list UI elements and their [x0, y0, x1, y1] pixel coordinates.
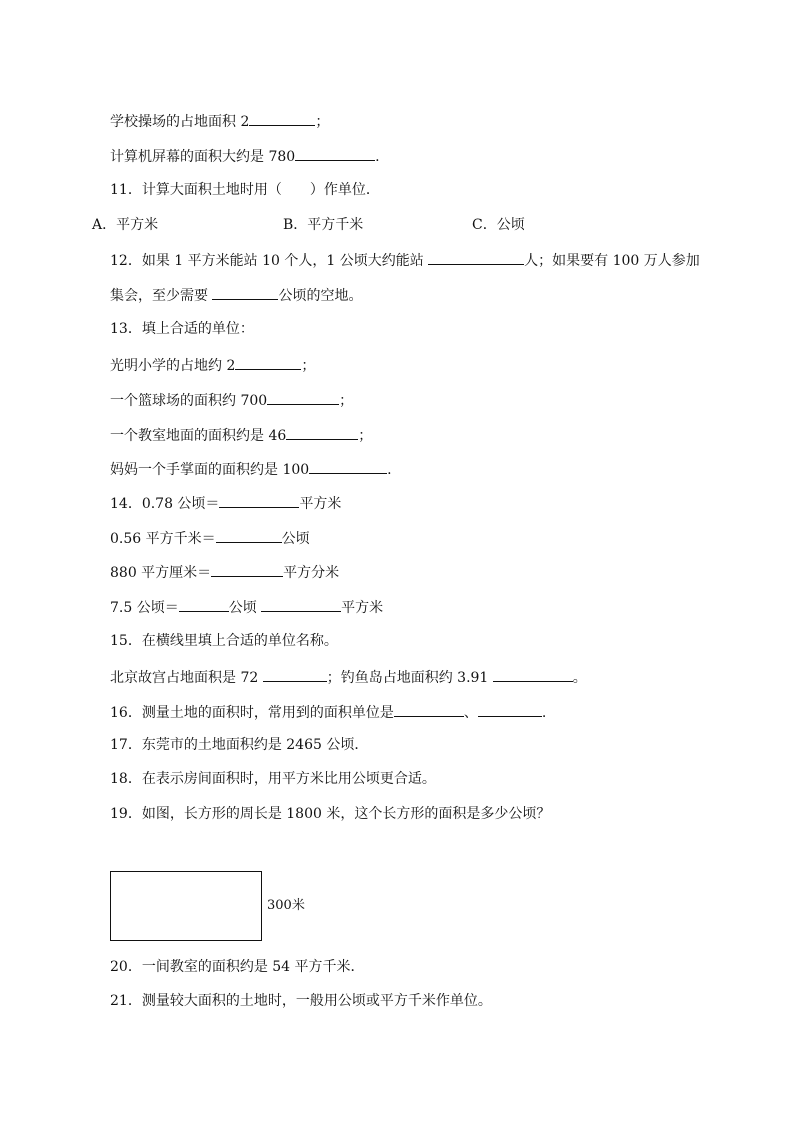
- line-13c-suffix: ；: [358, 428, 373, 444]
- question-19: 19．如图，长方形的周长是 1800 米，这个长方形的面积是多少公顷？: [110, 806, 551, 822]
- answer-blank[interactable]: [478, 702, 542, 717]
- answer-blank[interactable]: [211, 562, 283, 577]
- answer-blank[interactable]: [286, 425, 358, 440]
- line-1-text: 学校操场的占地面积 2: [110, 114, 250, 130]
- line-14d: [110, 597, 383, 617]
- line-14b-text: 0.56 平方千米＝: [110, 531, 216, 547]
- answer-blank[interactable]: [216, 528, 282, 543]
- line-1: [110, 111, 329, 131]
- question-14-text: 14．0.78 公顷＝: [110, 496, 220, 512]
- line-2-suffix: .: [375, 149, 380, 165]
- question-16-mid: 、: [463, 705, 478, 721]
- answer-blank[interactable]: [493, 667, 573, 682]
- question-17: 17．东莞市的土地面积约是 2465 公顷．: [110, 737, 369, 753]
- line-15a-mid: ；钓鱼岛占地面积约 3.91: [326, 670, 493, 686]
- answer-blank[interactable]: [219, 493, 299, 508]
- question-18: 18．在表示房间面积时，用平方米比用公顷更合适。: [110, 771, 436, 787]
- answer-blank[interactable]: [235, 355, 301, 370]
- line-15a-suffix: 。: [572, 670, 587, 686]
- line-13d: [110, 459, 392, 479]
- answer-blank[interactable]: [309, 459, 387, 474]
- question-12-text: 12．如果 1 平方米能站 10 个人，1 公顷大约能站: [110, 253, 429, 269]
- rectangle-figure: [110, 871, 262, 941]
- question-13: 13．填上合适的单位：: [110, 321, 254, 337]
- question-12-cont-text: 集会，至少需要: [110, 288, 213, 304]
- answer-blank[interactable]: [267, 390, 339, 405]
- question-14-suffix: 平方米: [299, 496, 342, 512]
- answer-blank[interactable]: [394, 702, 464, 717]
- line-14b-suffix: 公顷: [281, 531, 310, 547]
- question-16-suffix: .: [541, 705, 547, 721]
- answer-blank[interactable]: [179, 597, 229, 612]
- answer-blank[interactable]: [212, 285, 278, 300]
- line-14b: [110, 528, 310, 548]
- line-14d-text: 7.5 公顷＝: [110, 600, 179, 616]
- line-13c: [110, 425, 372, 445]
- rectangle-width-label: 300米: [267, 898, 305, 913]
- answer-blank[interactable]: [263, 667, 327, 682]
- answer-blank[interactable]: [249, 111, 315, 126]
- line-13a: [110, 355, 315, 375]
- line-14c: [110, 562, 339, 582]
- question-12-cont: [110, 285, 362, 305]
- line-2-text: 计算机屏幕的面积大约是 780: [110, 149, 296, 165]
- line-15a: [110, 667, 587, 687]
- line-1-suffix: ；: [315, 114, 330, 130]
- question-16: [110, 702, 546, 722]
- option-b[interactable]: B．平方千米: [283, 217, 364, 233]
- question-12-cont-suffix: 公顷的空地。: [278, 288, 363, 304]
- answer-blank[interactable]: [428, 250, 524, 265]
- line-13c-text: 一个教室地面的面积约是 46: [110, 428, 287, 444]
- line-14c-text: 880 平方厘米＝: [110, 565, 212, 581]
- line-13a-text: 光明小学的占地约 2: [110, 358, 236, 374]
- line-13b-text: 一个篮球场的面积约 700: [110, 393, 268, 409]
- line-14c-suffix: 平方分米: [283, 565, 340, 581]
- option-c[interactable]: C．公顷: [472, 217, 525, 233]
- line-13a-suffix: ；: [301, 358, 316, 374]
- line-13d-text: 妈妈一个手掌面的面积约是 100: [110, 462, 310, 478]
- question-15: 15．在横线里填上合适的单位名称。: [110, 633, 338, 649]
- question-11: 11．计算大面积土地时用（ ）作单位．: [110, 182, 380, 198]
- answer-blank[interactable]: [261, 597, 341, 612]
- option-a[interactable]: A．平方米: [92, 217, 159, 233]
- line-14d-suffix: 平方米: [341, 600, 384, 616]
- line-14d-mid: 公顷: [228, 600, 262, 616]
- line-2: [110, 146, 380, 166]
- line-13d-suffix: .: [387, 462, 392, 478]
- line-13b: [110, 390, 353, 410]
- question-12-suffix: 人；如果要有 100 万人参加: [524, 253, 700, 269]
- question-12: [110, 250, 700, 270]
- question-20: 20．一间教室的面积约是 54 平方千米．: [110, 959, 365, 975]
- answer-blank[interactable]: [295, 146, 375, 161]
- line-15a-text: 北京故宫占地面积是 72: [110, 670, 263, 686]
- question-14: [110, 493, 341, 513]
- line-13b-suffix: ；: [339, 393, 354, 409]
- question-16-text: 16．测量土地的面积时，常用到的面积单位是: [110, 705, 394, 721]
- question-21: 21．测量较大面积的土地时，一般用公顷或平方千米作单位。: [110, 993, 492, 1009]
